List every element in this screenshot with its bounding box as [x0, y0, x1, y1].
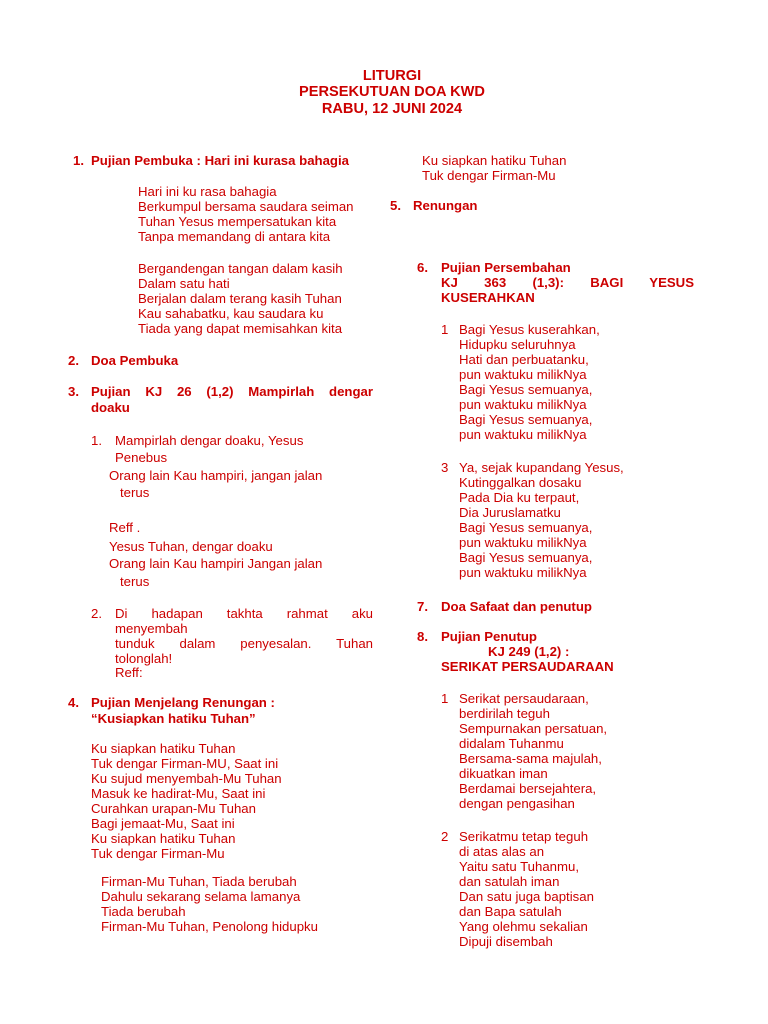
- lyric-line: Curahkan urapan-Mu Tuhan: [91, 801, 256, 816]
- lyric-line: Tuhan Yesus mempersatukan kita: [138, 214, 337, 229]
- lyric-line: Dalam satu hati: [138, 276, 230, 291]
- section-3-verse-2-number: 2.: [91, 606, 102, 621]
- lyric-line: Bagi Yesus semuanya,: [459, 550, 593, 565]
- lyric-line: Orang lain Kau hampiri Jangan jalan: [109, 556, 323, 571]
- lyric-line: Pada Dia ku terpaut,: [459, 490, 580, 505]
- section-3-title-line-1: Pujian KJ 26 (1,2) Mampirlah dengar: [91, 384, 373, 399]
- lyric-line: Di hadapan takhta rahmat aku: [115, 606, 373, 621]
- lyric-line: Penebus: [115, 450, 168, 465]
- lyric-line: Yaitu satu Tuhanmu,: [459, 859, 579, 874]
- lyric-line: Dia Juruslamatku: [459, 505, 561, 520]
- lyric-line: di atas alas an: [459, 844, 545, 859]
- section-1-number: 1.: [73, 153, 84, 168]
- lyric-line: pun waktuku milikNya: [459, 565, 587, 580]
- lyric-line: Mampirlah dengar doaku, Yesus: [115, 433, 304, 448]
- lyric-line: Serikat persaudaraan,: [459, 691, 589, 706]
- lyric-line: Masuk ke hadirat-Mu, Saat ini: [91, 786, 266, 801]
- section-8-number: 8.: [417, 629, 428, 644]
- lyric-line: Bagi Yesus kuserahkan,: [459, 322, 600, 337]
- lyric-line: Bergandengan tangan dalam kasih: [138, 261, 343, 276]
- section-4-chorus: [101, 874, 318, 934]
- lyric-line: Orang lain Kau hampiri, jangan jalan: [109, 468, 323, 483]
- lyric-line: Bagi jemaat-Mu, Saat ini: [91, 816, 235, 831]
- lyric-line: Serikatmu tetap teguh: [459, 829, 589, 844]
- section-2-title: Doa Pembuka: [91, 353, 179, 368]
- lyric-line: menyembah: [115, 621, 188, 636]
- lyric-line: tolonglah!: [115, 651, 173, 666]
- section-8-kj: KJ 249 (1,2) :: [488, 644, 570, 659]
- lyric-line: dan satulah iman: [459, 874, 560, 889]
- lyric-line: terus: [120, 485, 150, 500]
- lyric-line: didalam Tuhanmu: [459, 736, 564, 751]
- lyric-line: pun waktuku milikNya: [459, 367, 587, 382]
- lyric-line: Kau sahabatku, kau saudara ku: [138, 306, 324, 321]
- lyric-line: Bagi Yesus semuanya,: [459, 520, 593, 535]
- header-subtitle: PERSEKUTUAN DOA KWD: [299, 84, 485, 101]
- lyric-line: dengan pengasihan: [459, 796, 575, 811]
- lyric-line: Tanpa memandang di antara kita: [138, 229, 331, 244]
- section-8-verse-1-number: 1: [441, 691, 449, 706]
- section-3-title-line-2: doaku: [91, 400, 130, 415]
- section-1-title: Pujian Pembuka : Hari ini kurasa bahagia: [91, 153, 349, 168]
- lyric-line: Bersama-sama majulah,: [459, 751, 602, 766]
- lyric-line: pun waktuku milikNya: [459, 427, 587, 442]
- lyric-line: Yesus Tuhan, dengar doaku: [109, 539, 273, 554]
- section-4-number: 4.: [68, 695, 79, 710]
- lyric-line: Berdamai bersejahtera,: [459, 781, 597, 796]
- lyric-line: Bagi Yesus semuanya,: [459, 382, 593, 397]
- section-6-verse-3: [459, 460, 624, 580]
- section-6-number: 6.: [417, 260, 428, 275]
- section-8-verse-2: [459, 829, 594, 949]
- section-3-verse-1-number: 1.: [91, 433, 102, 448]
- section-8-song-title: SERIKAT PERSAUDARAAN: [441, 659, 614, 674]
- lyric-line: Ya, sejak kupandang Yesus,: [459, 460, 624, 475]
- section-2-number: 2.: [68, 353, 79, 368]
- section-6-title: Pujian Persembahan: [441, 260, 571, 275]
- section-1-verse-2: [138, 261, 343, 336]
- header-date: RABU, 12 JUNI 2024: [321, 100, 463, 117]
- reff-label: Reff .: [109, 520, 141, 535]
- lyric-line: Hati dan perbuatanku,: [459, 352, 589, 367]
- section-6-verse-1-number: 1: [441, 322, 449, 337]
- lyric-line: Tiada yang dapat memisahkan kita: [138, 321, 343, 336]
- lyric-line: dikuatkan iman: [459, 766, 548, 781]
- lyric-line: Dahulu sekarang selama lamanya: [101, 889, 301, 904]
- lyric-line: Ku siapkan hatiku Tuhan: [422, 153, 567, 168]
- lyric-line: Ku siapkan hatiku Tuhan: [91, 831, 236, 846]
- header-title: LITURGI: [362, 68, 422, 84]
- lyric-line: Hari ini ku rasa bahagia: [138, 184, 277, 199]
- lyric-line: Berjalan dalam terang kasih Tuhan: [138, 291, 342, 306]
- section-4-verse: [91, 741, 282, 861]
- lyric-line: Hidupku seluruhnya: [459, 337, 576, 352]
- lyric-line: Ku siapkan hatiku Tuhan: [91, 741, 236, 756]
- lyric-line: pun waktuku milikNya: [459, 397, 587, 412]
- section-6-verse-3-number: 3: [441, 460, 449, 475]
- lyric-line: Tuk dengar Firman-Mu: [91, 846, 225, 861]
- lyric-line: dan Bapa satulah: [459, 904, 562, 919]
- section-7-title: Doa Safaat dan penutup: [441, 599, 592, 614]
- section-8-verse-2-number: 2: [441, 829, 449, 844]
- section-6-song-line-1: KJ 363 (1,3): BAGI YESUS: [441, 275, 694, 290]
- lyric-line: Sempurnakan persatuan,: [459, 721, 608, 736]
- section-5-number: 5.: [390, 198, 401, 213]
- section-4-song-title: “Kusiapkan hatiku Tuhan”: [91, 711, 256, 726]
- lyric-line: Tuk dengar Firman-Mu: [422, 168, 556, 183]
- section-3-number: 3.: [68, 384, 79, 399]
- lyric-line: pun waktuku milikNya: [459, 535, 587, 550]
- lyric-line: Tiada berubah: [101, 904, 186, 919]
- section-5-title: Renungan: [413, 198, 478, 213]
- lyric-line: terus: [120, 574, 150, 589]
- section-8-title: Pujian Penutup: [441, 629, 537, 644]
- reff-label: Reff:: [115, 665, 143, 680]
- section-6-verse-1: [459, 322, 600, 442]
- lyric-line: Firman-Mu Tuhan, Tiada berubah: [101, 874, 297, 889]
- document-header: [0, 68, 768, 117]
- lyric-line: Yang olehmu sekalian: [459, 919, 588, 934]
- section-6-song-line-2: KUSERAHKAN: [441, 290, 535, 305]
- lyric-line: Firman-Mu Tuhan, Penolong hidupku: [101, 919, 318, 934]
- section-4-title: Pujian Menjelang Renungan :: [91, 695, 275, 710]
- lyric-line: Ku sujud menyembah-Mu Tuhan: [91, 771, 282, 786]
- lyric-line: Kutinggalkan dosaku: [459, 475, 582, 490]
- section-8-verse-1: [459, 691, 607, 811]
- section-1-verse-1: [138, 184, 354, 244]
- lyric-line: Berkumpul bersama saudara seiman: [138, 199, 354, 214]
- lyric-line: Dan satu juga baptisan: [459, 889, 594, 904]
- continued-lyrics: [422, 153, 566, 183]
- lyric-line: tunduk dalam penyesalan. Tuhan: [115, 636, 373, 651]
- lyric-line: Tuk dengar Firman-MU, Saat ini: [91, 756, 279, 771]
- lyric-line: Bagi Yesus semuanya,: [459, 412, 593, 427]
- section-7-number: 7.: [417, 599, 428, 614]
- lyric-line: Dipuji disembah: [459, 934, 553, 949]
- lyric-line: berdirilah teguh: [459, 706, 550, 721]
